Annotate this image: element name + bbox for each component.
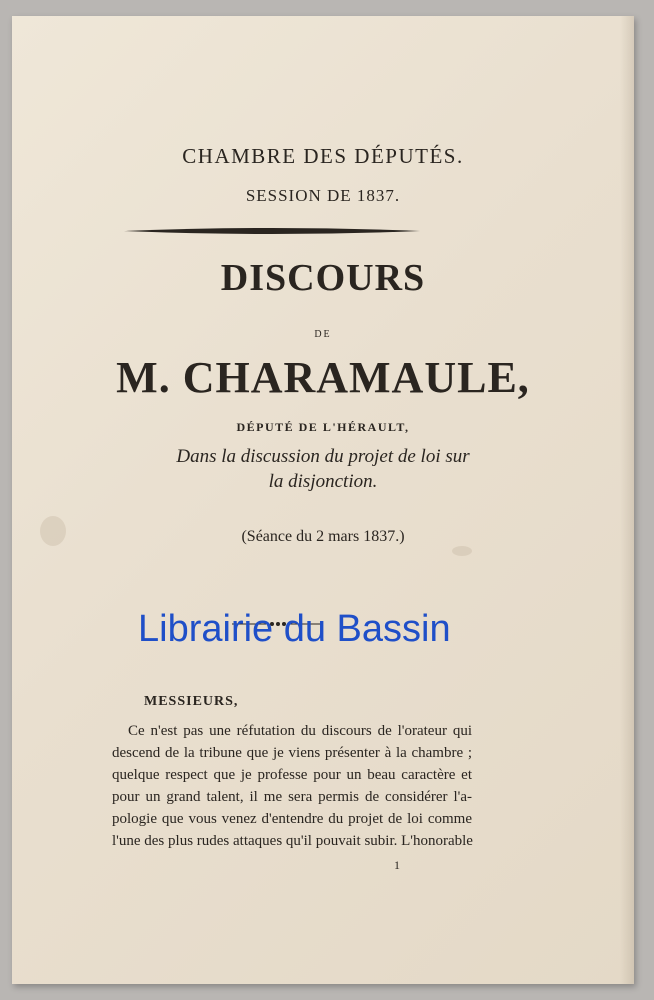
body-line: Ce n'est pas une réfutation du discours de l'orateur qui [128,723,472,739]
body-line: pologie que vous venez d'entendre du projet de loi comme [112,811,472,827]
subtitle-line-2: la disjonction. [268,471,378,492]
salutation: MESSIEURS, [144,694,239,709]
body-line: l'une des plus rudes attaques qu'il pouvait subir. L'honorable [112,833,473,849]
document-page [12,16,634,984]
page-number: 1 [394,858,400,872]
body-line: pour un grand talent, il me sera permis de considérer l'a- [112,789,472,805]
document-title: DISCOURS [220,257,426,299]
subtitle-line-1: Dans la discussion du projet de loi sur [176,446,470,467]
speaker-name: M. CHARAMAULE, [116,353,530,402]
speech-body [112,720,472,852]
chamber-heading: CHAMBRE DES DÉPUTÉS. [182,144,464,168]
speaker-constituency: DÉPUTÉ DE L'HÉRAULT, [236,420,410,434]
sitting-date: (Séance du 2 mars 1837.) [241,528,405,545]
body-line: descend de la tribune que je viens présenter à la chambre ; [112,745,472,761]
title-preposition: DE [314,329,332,340]
decorative-rule [122,221,422,241]
watermark-text: Librairie du Bassin [138,608,451,650]
body-line: quelque respect que je professe pour un beau caractère et [112,767,472,783]
session-heading: SESSION DE 1837. [245,186,401,205]
paper-stain [452,546,472,556]
